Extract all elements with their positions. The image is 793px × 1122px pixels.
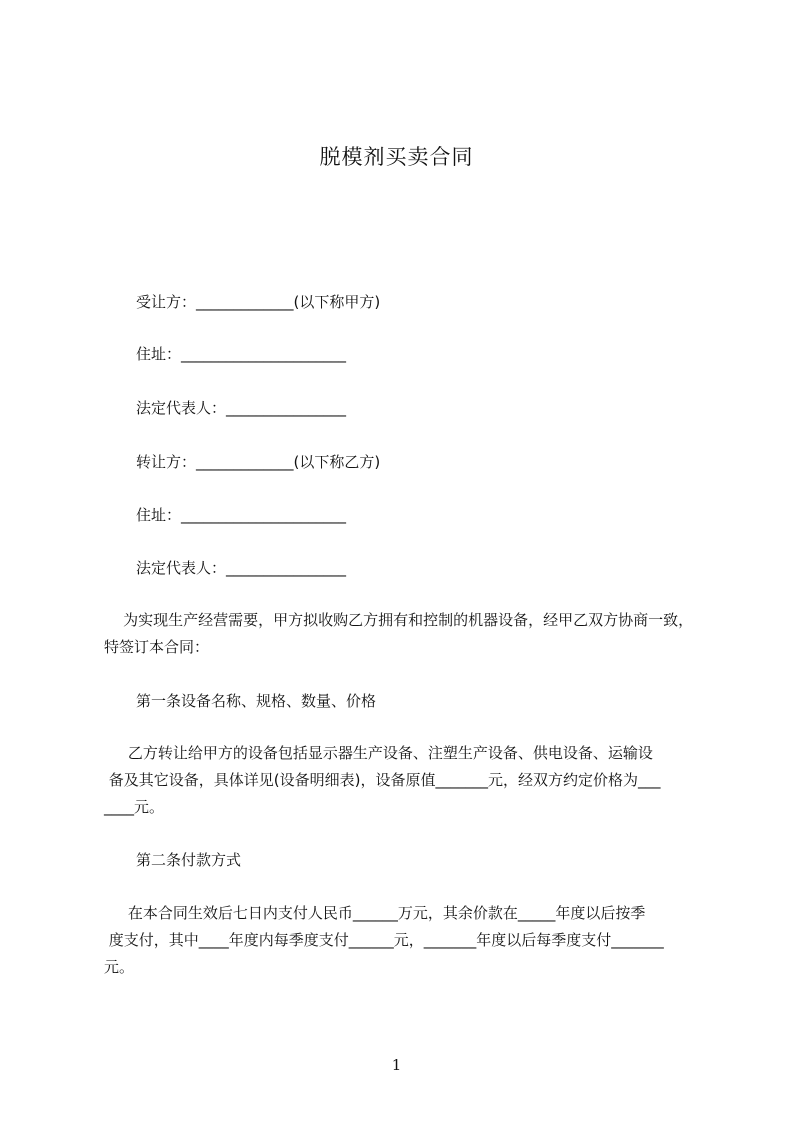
article-2-heading: 第二条付款方式: [136, 851, 242, 869]
page-number: 1: [391, 1056, 402, 1074]
buyer-representative-line: 法定代表人：________________: [136, 399, 347, 417]
buyer-line: 受让方：_____________(以下称甲方): [136, 293, 381, 311]
article-1-body: 乙方转让给甲方的设备包括显示器生产设备、注塑生产设备、供电设备、运输设 备及其它设备，具体详见(设备明细表)，设备原值_______元，经双方约定价格为___ ____元。: [104, 744, 661, 816]
page-title: 脱模剂买卖合同: [319, 145, 474, 169]
preamble-paragraph: 为实现生产经营需要，甲方拟收购乙方拥有和控制的机器设备，经甲乙双方协商一致，特签订本合同：: [104, 611, 694, 656]
seller-address-line: 住址：______________________: [136, 506, 347, 524]
buyer-address-line: 住址：______________________: [136, 345, 347, 363]
article-1-heading: 第一条设备名称、规格、数量、价格: [136, 692, 377, 710]
seller-line: 转让方：_____________(以下称乙方): [136, 453, 381, 471]
seller-representative-line: 法定代表人：________________: [136, 559, 347, 577]
article-2-body: 在本合同生效后七日内支付人民币______万元，其余价款在_____年度以后按季 度支付，其中____年度内每季度支付______元，_______年度以后每季度支付_______ 元。: [104, 904, 664, 976]
